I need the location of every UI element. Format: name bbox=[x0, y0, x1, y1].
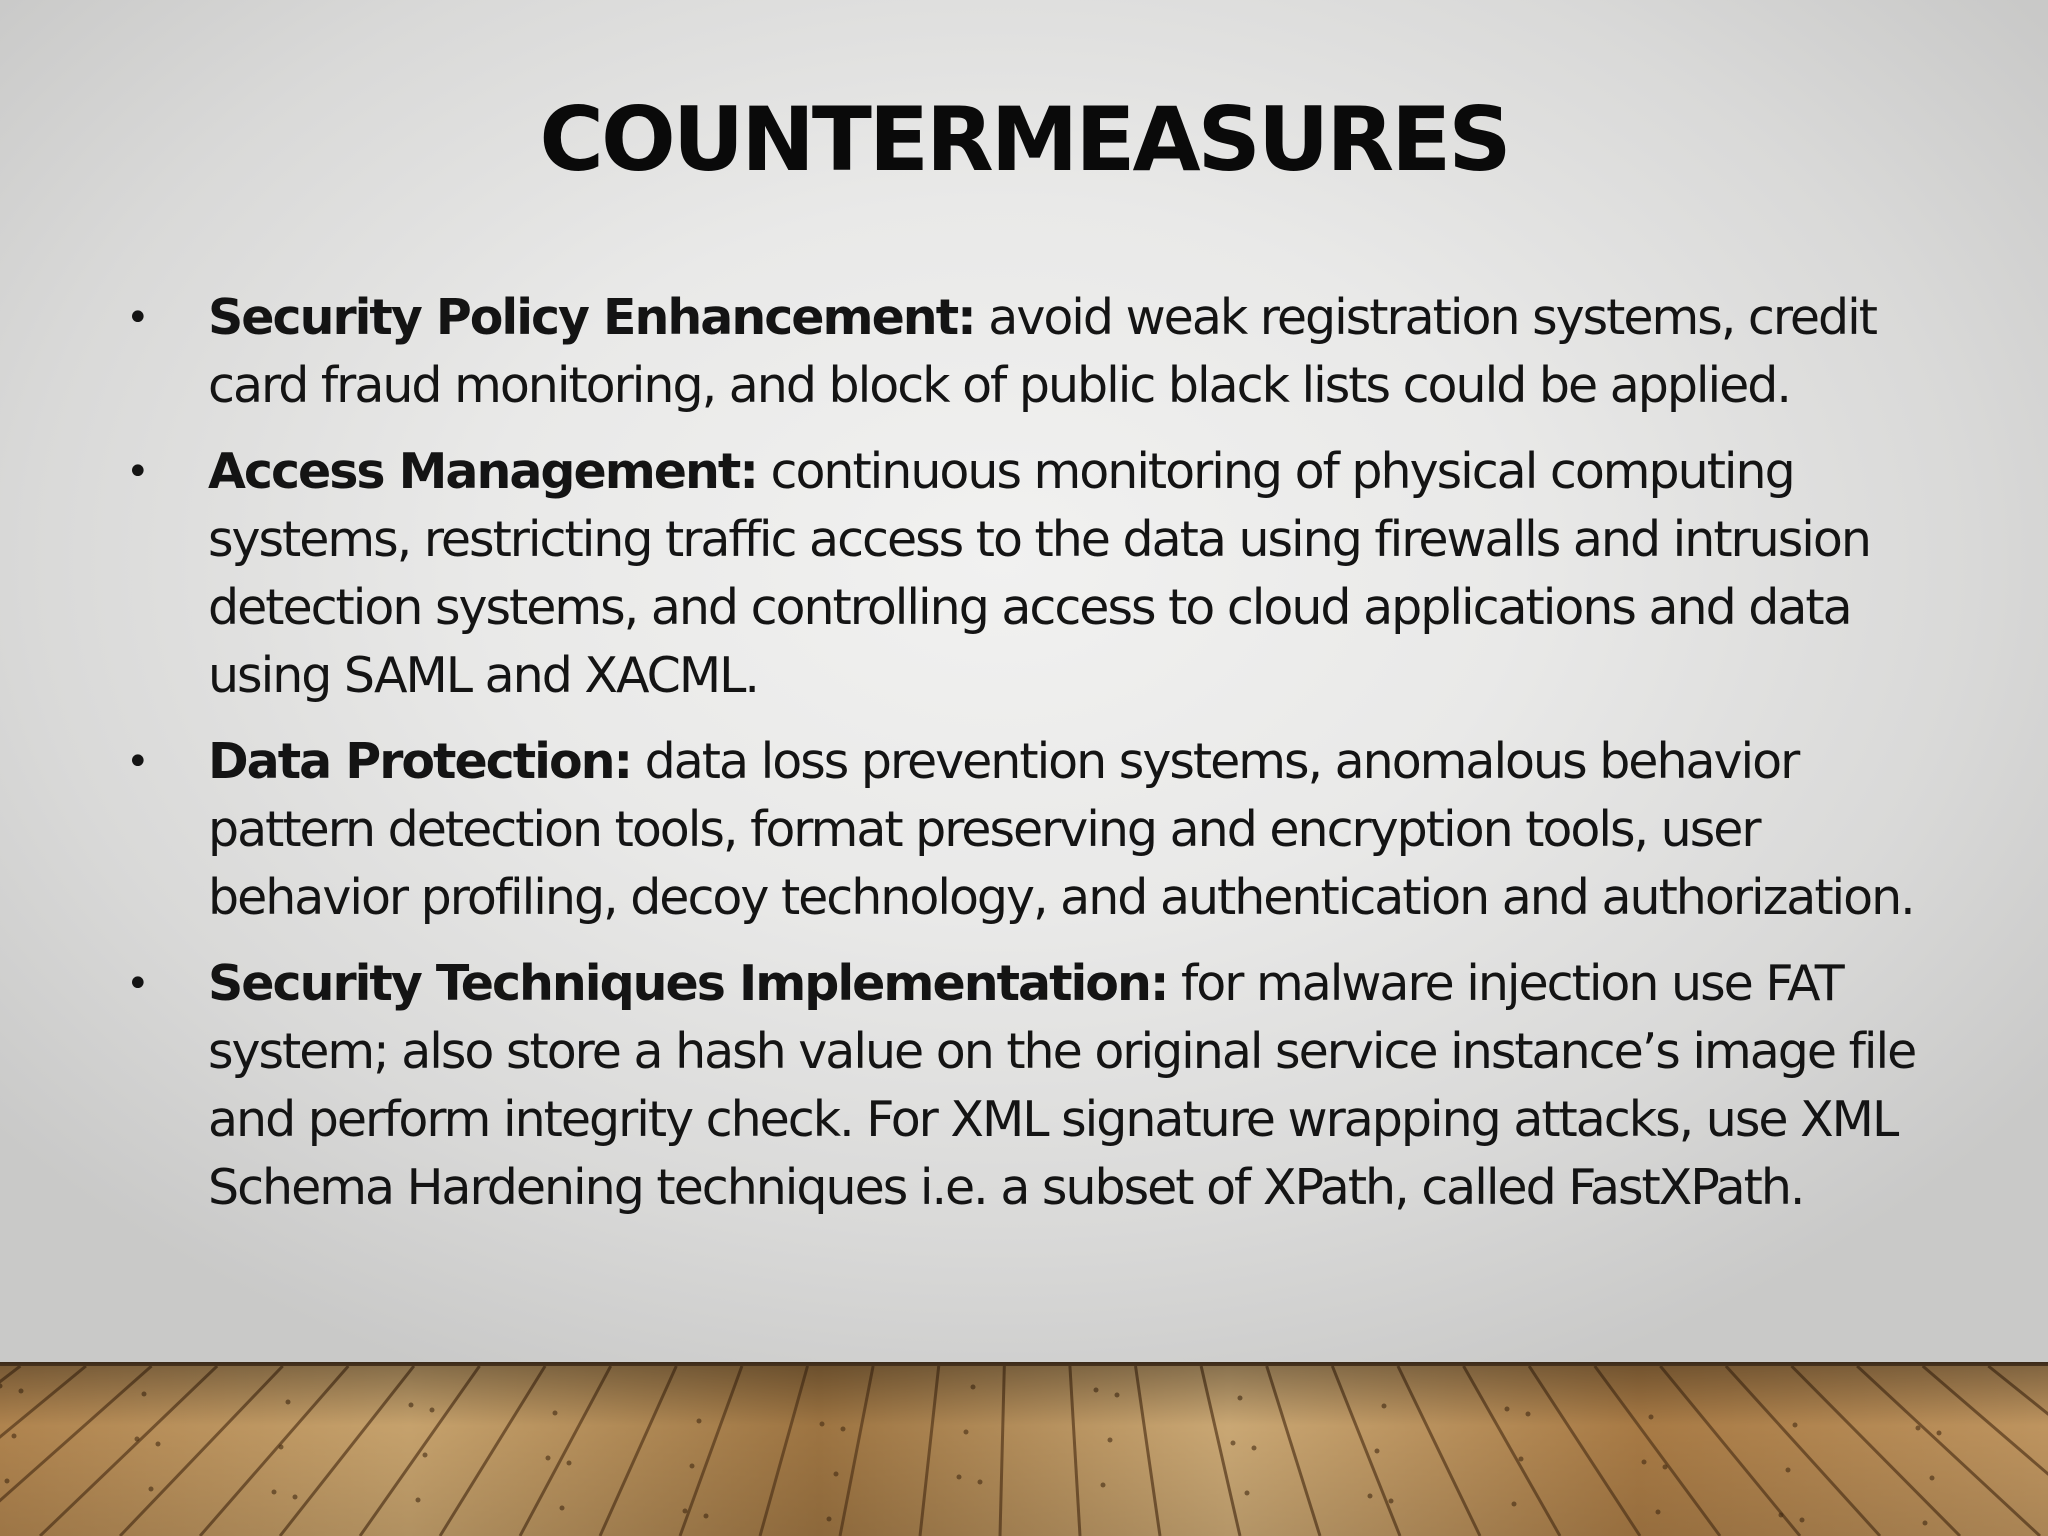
bullet-marker: • bbox=[126, 739, 148, 785]
bullet-term: Security Techniques Implementation: bbox=[208, 955, 1168, 1012]
bullet-text: continuous monitoring of physical computing systems, restricting traffic access to the data using firewalls and intrusion detection systems, and controlling access to cloud applications and data using SAML and XACML. bbox=[208, 443, 1870, 704]
bullet-term: Data Protection: bbox=[208, 733, 632, 790]
bullet-marker: • bbox=[126, 961, 148, 1007]
bullet-access-management bbox=[126, 438, 1926, 710]
slide-title: COUNTERMEASURES bbox=[539, 88, 1509, 191]
bullet-data-protection bbox=[126, 728, 1926, 932]
bullet-term: Access Management: bbox=[208, 443, 757, 500]
bullet-text: avoid weak registration systems, credit card fraud monitoring, and block of public black lists could be applied. bbox=[208, 289, 1876, 414]
bullet-list bbox=[126, 284, 1926, 1240]
bullet-marker: • bbox=[126, 295, 148, 341]
wood-floor bbox=[0, 1366, 2048, 1536]
bullet-security-policy bbox=[126, 284, 1926, 420]
bullet-term: Security Policy Enhancement: bbox=[208, 289, 975, 346]
bullet-security-techniques bbox=[126, 950, 1926, 1222]
bullet-text: for malware injection use FAT system; also store a hash value on the original service instance’s image file and perform integrity check. For XML signature wrapping attacks, use XML Schema Hardening techniques i.e. a subset of XPath, called FastXPath. bbox=[208, 955, 1916, 1216]
bullet-marker: • bbox=[126, 449, 148, 495]
bullet-text: data loss prevention systems, anomalous behavior pattern detection tools, format preserving and encryption tools, user behavior profiling, decoy technology, and authentication and authorization. bbox=[208, 733, 1914, 926]
